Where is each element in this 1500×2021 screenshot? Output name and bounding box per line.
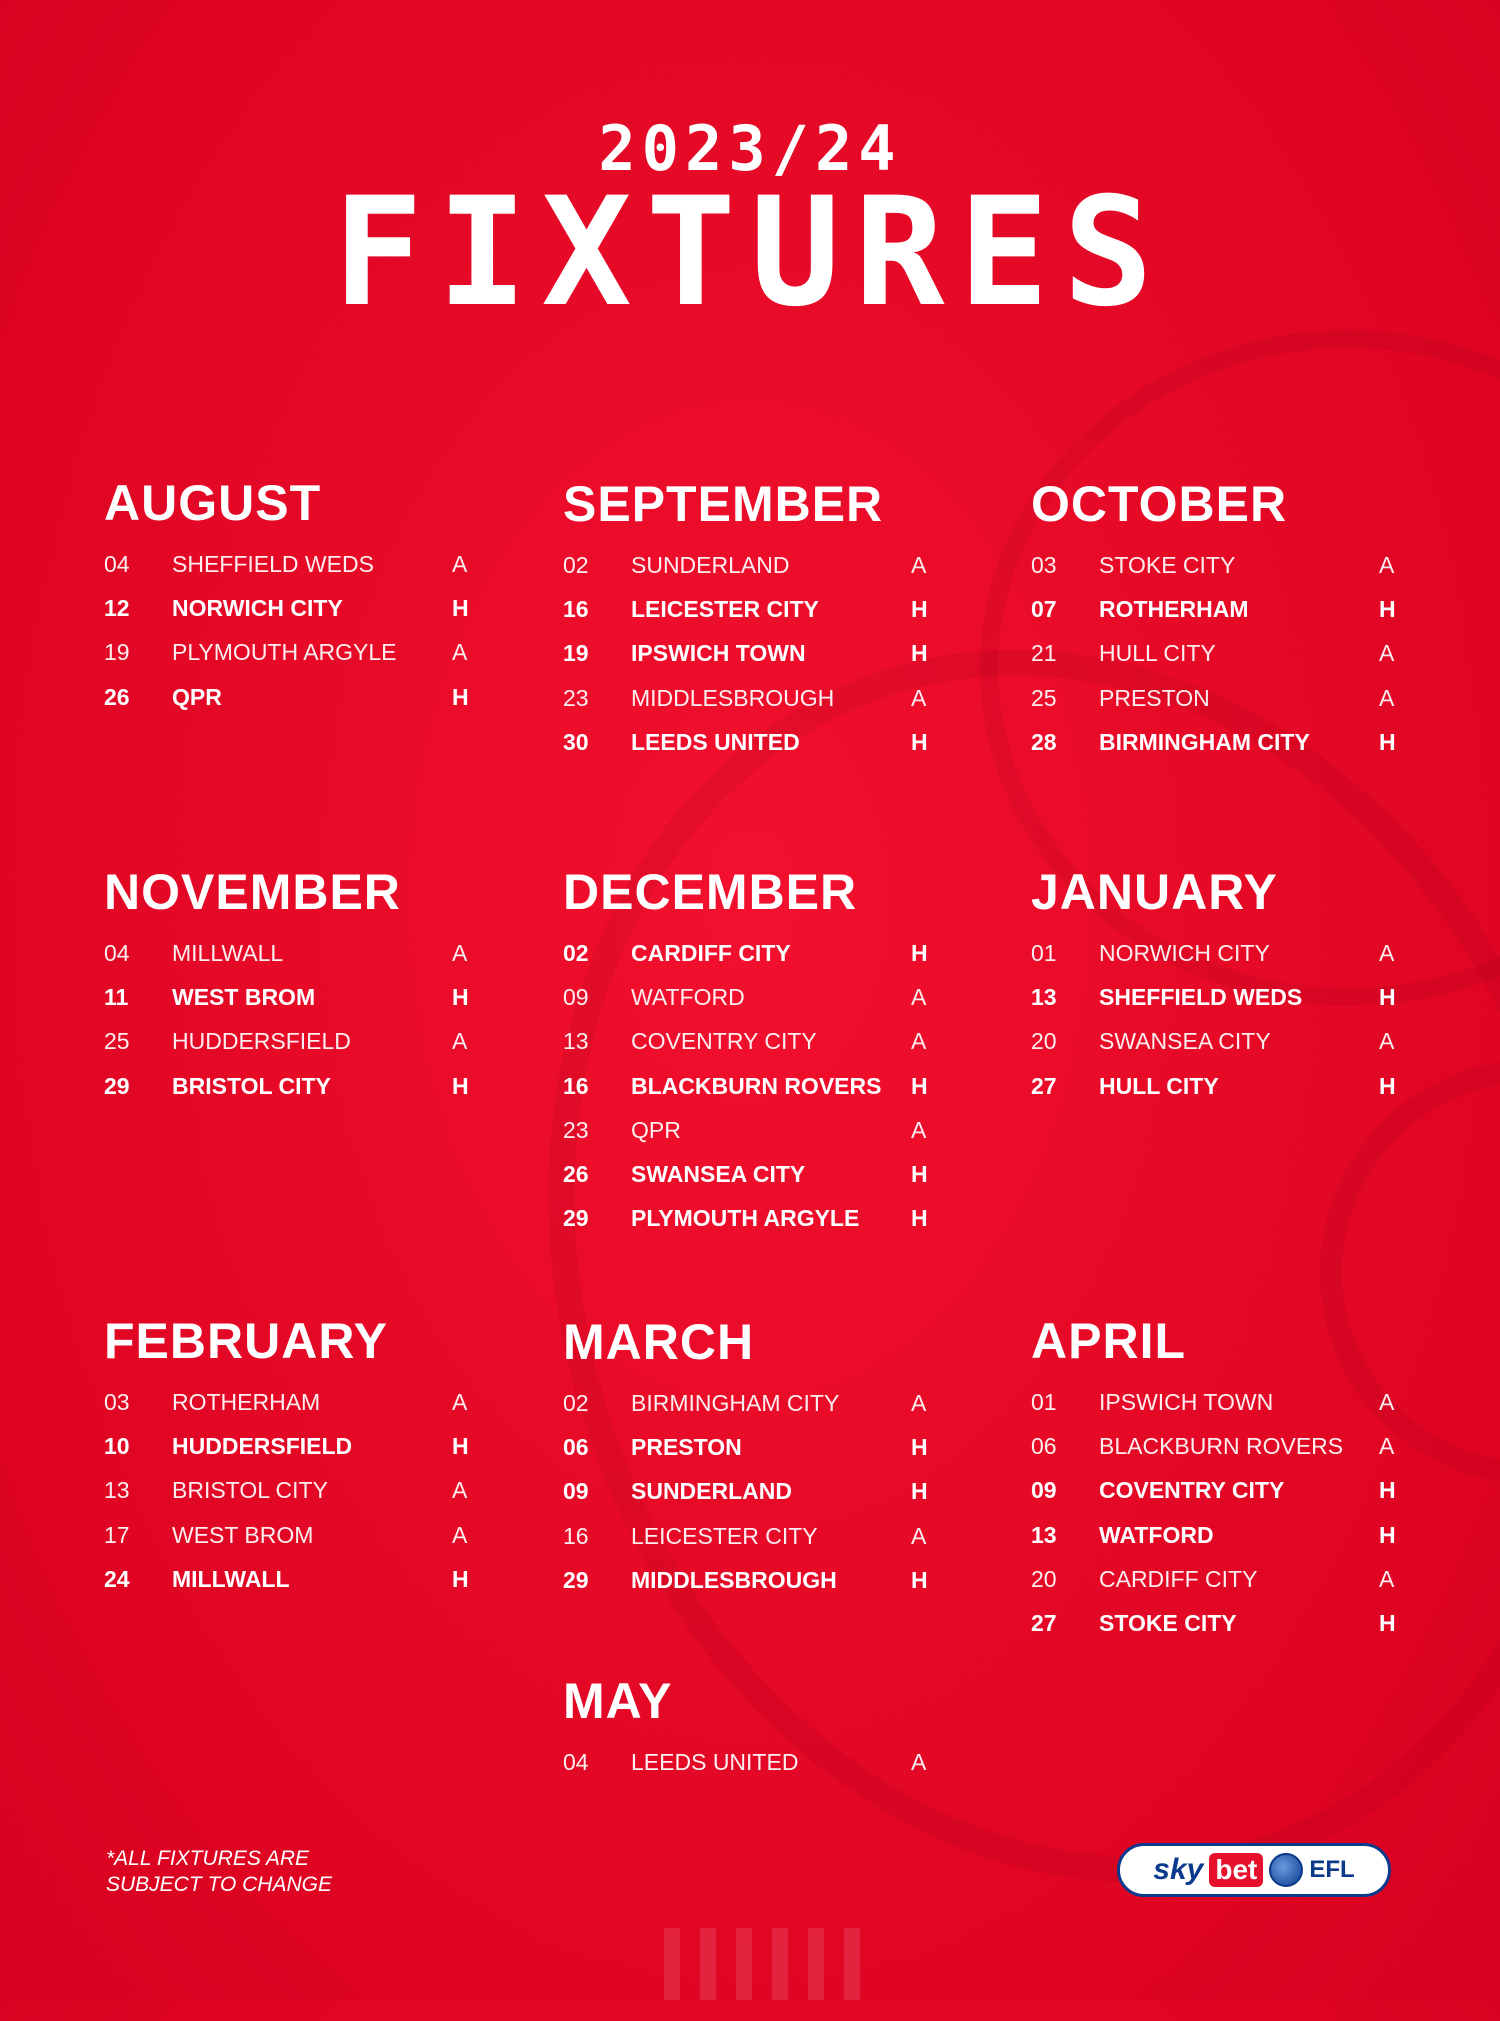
month-heading: OCTOBER bbox=[1031, 476, 1288, 532]
fixture-row bbox=[1031, 1424, 1431, 1468]
fixture-venue: A bbox=[452, 1388, 468, 1415]
sponsor-bet-text: bet bbox=[1209, 1853, 1263, 1887]
month-march bbox=[563, 1313, 963, 1602]
fixture-venue: A bbox=[1379, 939, 1395, 966]
fixture-date: 04 bbox=[104, 939, 130, 966]
fixture-list bbox=[104, 542, 504, 719]
fixture-row bbox=[104, 1513, 504, 1557]
fixture-date: 04 bbox=[563, 1748, 589, 1775]
fixture-opponent: STOKE CITY bbox=[1099, 551, 1236, 578]
month-february bbox=[104, 1312, 504, 1601]
fixture-opponent: CARDIFF CITY bbox=[631, 939, 791, 966]
fixture-date: 02 bbox=[563, 939, 589, 966]
fixture-opponent: BIRMINGHAM CITY bbox=[1099, 728, 1310, 755]
month-heading: SEPTEMBER bbox=[563, 476, 884, 532]
fixture-date: 23 bbox=[563, 684, 589, 711]
fixture-date: 13 bbox=[1031, 1521, 1057, 1548]
fixture-row bbox=[104, 586, 504, 630]
fixture-row bbox=[563, 1740, 963, 1784]
fixture-venue: A bbox=[452, 1028, 468, 1055]
fixture-venue: H bbox=[452, 983, 469, 1010]
fixture-opponent: PLYMOUTH ARGYLE bbox=[172, 639, 397, 666]
fixture-row bbox=[563, 1064, 963, 1108]
month-november bbox=[104, 863, 504, 1108]
fixture-date: 13 bbox=[1031, 983, 1057, 1010]
fixture-opponent: COVENTRY CITY bbox=[1099, 1477, 1285, 1504]
fixture-row bbox=[563, 587, 963, 631]
fixture-venue: A bbox=[911, 684, 927, 711]
fixture-venue: H bbox=[1379, 1072, 1396, 1099]
fixture-row bbox=[1031, 720, 1431, 764]
fixture-venue: A bbox=[911, 1748, 927, 1775]
fixture-row bbox=[563, 1152, 963, 1196]
fixture-date: 25 bbox=[104, 1028, 130, 1055]
fixture-opponent: MILLWALL bbox=[172, 1565, 290, 1592]
fixture-opponent: LEEDS UNITED bbox=[631, 1748, 799, 1775]
fixture-date: 19 bbox=[563, 640, 589, 667]
fixture-venue: A bbox=[1379, 684, 1395, 711]
month-heading: NOVEMBER bbox=[104, 864, 401, 920]
stripe bbox=[664, 1928, 680, 2000]
fixture-row bbox=[563, 1470, 963, 1514]
fixture-opponent: COVENTRY CITY bbox=[631, 1028, 817, 1055]
efl-ball-icon bbox=[1269, 1853, 1303, 1887]
fixture-row bbox=[1031, 1469, 1431, 1513]
fixture-date: 04 bbox=[104, 550, 130, 577]
fixture-row bbox=[104, 1064, 504, 1108]
fixture-opponent: QPR bbox=[631, 1116, 681, 1143]
fixture-row bbox=[563, 1558, 963, 1602]
fixture-opponent: NORWICH CITY bbox=[172, 594, 343, 621]
fixture-venue: H bbox=[911, 1072, 928, 1099]
season-label: 2023/24 bbox=[598, 112, 902, 185]
fixture-row bbox=[563, 1020, 963, 1064]
fixture-date: 27 bbox=[1031, 1072, 1057, 1099]
fixture-date: 16 bbox=[563, 1522, 589, 1549]
fixture-opponent: MILLWALL bbox=[172, 939, 284, 966]
fixture-venue: A bbox=[1379, 1388, 1395, 1415]
month-august bbox=[104, 474, 504, 719]
fixture-row bbox=[1031, 1020, 1431, 1064]
fixture-date: 09 bbox=[1031, 1477, 1057, 1504]
fixture-venue: H bbox=[911, 1566, 928, 1593]
fixture-row bbox=[104, 1557, 504, 1601]
fixture-row bbox=[1031, 1513, 1431, 1557]
fixture-venue: H bbox=[911, 1205, 928, 1232]
month-october bbox=[1031, 475, 1431, 764]
fixture-opponent: SUNDERLAND bbox=[631, 1478, 792, 1505]
month-april bbox=[1031, 1312, 1431, 1646]
month-heading: FEBRUARY bbox=[104, 1313, 388, 1369]
month-may bbox=[563, 1672, 963, 1784]
fixture-date: 11 bbox=[104, 983, 129, 1010]
fixture-row bbox=[1031, 676, 1431, 720]
month-heading: APRIL bbox=[1031, 1313, 1186, 1369]
fixture-opponent: LEICESTER CITY bbox=[631, 595, 819, 622]
fixture-opponent: BLACKBURN ROVERS bbox=[631, 1072, 882, 1099]
disclaimer-line: *ALL FIXTURES ARE bbox=[106, 1847, 310, 1870]
fixture-date: 23 bbox=[563, 1116, 589, 1143]
fixture-venue: H bbox=[911, 939, 928, 966]
fixture-venue: H bbox=[1379, 1521, 1396, 1548]
fixture-opponent: HUDDERSFIELD bbox=[172, 1028, 351, 1055]
fixture-row bbox=[563, 720, 963, 764]
fixture-date: 13 bbox=[104, 1477, 130, 1504]
fixture-venue: H bbox=[452, 1565, 469, 1592]
fixture-date: 16 bbox=[563, 595, 589, 622]
sponsor-efl-text: EFL bbox=[1309, 1856, 1355, 1883]
fixture-date: 06 bbox=[563, 1433, 589, 1460]
fixture-venue: H bbox=[452, 683, 469, 710]
fixture-list bbox=[1031, 931, 1431, 1108]
fixture-row bbox=[1031, 587, 1431, 631]
fixture-opponent: SHEFFIELD WEDS bbox=[172, 550, 374, 577]
fixture-row bbox=[104, 931, 504, 975]
fixture-venue: A bbox=[452, 550, 468, 577]
fixture-list bbox=[563, 931, 963, 1241]
fixture-date: 01 bbox=[1031, 1388, 1057, 1415]
stripe bbox=[772, 1928, 788, 2000]
fixture-row bbox=[1031, 931, 1431, 975]
fixture-venue: A bbox=[1379, 1432, 1395, 1459]
fixture-venue: A bbox=[1379, 1565, 1395, 1592]
fixture-opponent: MIDDLESBROUGH bbox=[631, 684, 835, 711]
fixture-opponent: HULL CITY bbox=[1099, 1072, 1219, 1099]
fixture-row bbox=[563, 1425, 963, 1469]
fixture-venue: A bbox=[911, 1522, 927, 1549]
fixture-date: 13 bbox=[563, 1028, 589, 1055]
fixture-date: 29 bbox=[563, 1205, 589, 1232]
month-december bbox=[563, 863, 963, 1241]
fixture-venue: H bbox=[911, 1433, 928, 1460]
fixture-venue: H bbox=[452, 594, 469, 621]
fixture-date: 02 bbox=[563, 1389, 589, 1416]
fixture-date: 29 bbox=[563, 1566, 589, 1593]
fixture-opponent: HUDDERSFIELD bbox=[172, 1432, 353, 1459]
fixture-opponent: BIRMINGHAM CITY bbox=[631, 1389, 840, 1416]
fixture-row bbox=[563, 1197, 963, 1241]
fixture-date: 24 bbox=[104, 1565, 130, 1592]
fixture-venue: H bbox=[1379, 1477, 1396, 1504]
fixture-opponent: BRISTOL CITY bbox=[172, 1477, 328, 1504]
fixture-venue: H bbox=[452, 1072, 469, 1099]
month-heading: AUGUST bbox=[104, 475, 322, 531]
fixture-opponent: IPSWICH TOWN bbox=[631, 640, 806, 667]
fixture-row bbox=[1031, 1557, 1431, 1601]
fixture-row bbox=[104, 1380, 504, 1424]
fixture-venue: H bbox=[911, 728, 928, 755]
fixture-date: 07 bbox=[1031, 595, 1057, 622]
disclaimer-line: SUBJECT TO CHANGE bbox=[106, 1873, 332, 1896]
sponsor-logo bbox=[1117, 1843, 1391, 1897]
fixture-venue: H bbox=[452, 1432, 469, 1459]
fixture-venue: A bbox=[911, 983, 927, 1010]
fixture-opponent: WEST BROM bbox=[172, 1521, 314, 1548]
month-january bbox=[1031, 863, 1431, 1108]
fixture-venue: A bbox=[452, 639, 468, 666]
fixture-opponent: QPR bbox=[172, 683, 222, 710]
fixture-venue: H bbox=[1379, 983, 1396, 1010]
fixture-row bbox=[563, 632, 963, 676]
fixture-opponent: CARDIFF CITY bbox=[1099, 1565, 1258, 1592]
fixture-venue: A bbox=[452, 939, 468, 966]
fixture-venue: H bbox=[911, 1478, 928, 1505]
fixture-opponent: BRISTOL CITY bbox=[172, 1072, 331, 1099]
fixture-opponent: PLYMOUTH ARGYLE bbox=[631, 1205, 860, 1232]
fixture-list bbox=[563, 543, 963, 764]
fixture-opponent: STOKE CITY bbox=[1099, 1610, 1237, 1637]
fixture-row bbox=[563, 676, 963, 720]
fixture-opponent: SHEFFIELD WEDS bbox=[1099, 983, 1303, 1010]
fixture-list bbox=[1031, 1380, 1431, 1646]
fixture-venue: H bbox=[1379, 1610, 1396, 1637]
fixture-row bbox=[563, 1381, 963, 1425]
fixture-date: 21 bbox=[1031, 640, 1057, 667]
fixture-opponent: IPSWICH TOWN bbox=[1099, 1388, 1274, 1415]
fixture-venue: H bbox=[1379, 595, 1396, 622]
fixture-opponent: LEEDS UNITED bbox=[631, 728, 800, 755]
fixture-date: 03 bbox=[104, 1388, 130, 1415]
fixture-date: 16 bbox=[563, 1072, 589, 1099]
fixture-row bbox=[1031, 1601, 1431, 1645]
fixture-list bbox=[563, 1381, 963, 1602]
fixture-date: 19 bbox=[104, 639, 130, 666]
fixture-row bbox=[104, 1020, 504, 1064]
fixture-date: 26 bbox=[563, 1161, 589, 1188]
fixture-row bbox=[1031, 543, 1431, 587]
fixture-opponent: SUNDERLAND bbox=[631, 551, 790, 578]
fixture-date: 06 bbox=[1031, 1432, 1057, 1459]
fixture-row bbox=[563, 543, 963, 587]
fixture-row bbox=[1031, 975, 1431, 1019]
fixture-venue: A bbox=[1379, 551, 1395, 578]
fixture-date: 28 bbox=[1031, 728, 1057, 755]
fixture-row bbox=[104, 1424, 504, 1468]
fixture-list bbox=[104, 931, 504, 1108]
fixture-date: 29 bbox=[104, 1072, 130, 1099]
fixture-list bbox=[104, 1380, 504, 1601]
fixture-opponent: ROTHERHAM bbox=[1099, 595, 1249, 622]
fixture-date: 12 bbox=[104, 594, 130, 621]
fixture-date: 17 bbox=[104, 1521, 130, 1548]
fixture-opponent: BLACKBURN ROVERS bbox=[1099, 1432, 1344, 1459]
fixture-opponent: WATFORD bbox=[631, 983, 745, 1010]
fixture-date: 10 bbox=[104, 1432, 130, 1459]
fixture-list bbox=[563, 1740, 963, 1784]
fixture-date: 30 bbox=[563, 728, 589, 755]
fixture-row bbox=[563, 931, 963, 975]
fixture-date: 27 bbox=[1031, 1610, 1057, 1637]
fixture-row bbox=[563, 1514, 963, 1558]
fixture-date: 03 bbox=[1031, 551, 1057, 578]
fixture-opponent: MIDDLESBROUGH bbox=[631, 1566, 837, 1593]
fixture-opponent: HULL CITY bbox=[1099, 640, 1216, 667]
month-heading: DECEMBER bbox=[563, 864, 858, 920]
fixture-opponent: NORWICH CITY bbox=[1099, 939, 1270, 966]
fixture-venue: A bbox=[911, 551, 927, 578]
fixture-venue: A bbox=[1379, 640, 1395, 667]
fixture-opponent: PRESTON bbox=[631, 1433, 742, 1460]
fixture-date: 25 bbox=[1031, 684, 1057, 711]
fixture-row bbox=[1031, 1380, 1431, 1424]
fixture-venue: A bbox=[911, 1028, 927, 1055]
sponsor-sky-text: sky bbox=[1153, 1853, 1204, 1886]
fixture-venue: H bbox=[1379, 728, 1396, 755]
fixture-date: 01 bbox=[1031, 939, 1057, 966]
fixture-row bbox=[104, 631, 504, 675]
stripe bbox=[736, 1928, 752, 2000]
fixture-date: 20 bbox=[1031, 1028, 1057, 1055]
fixture-venue: A bbox=[452, 1477, 468, 1504]
fixture-row bbox=[563, 1108, 963, 1152]
month-september bbox=[563, 475, 963, 764]
month-heading: MAY bbox=[563, 1673, 673, 1729]
fixture-date: 09 bbox=[563, 1478, 589, 1505]
fixture-venue: A bbox=[911, 1389, 927, 1416]
fixture-venue: H bbox=[911, 640, 928, 667]
decorative-stripes bbox=[664, 1928, 860, 2000]
fixture-opponent: SWANSEA CITY bbox=[631, 1161, 806, 1188]
fixture-venue: A bbox=[452, 1521, 468, 1548]
fixture-date: 09 bbox=[563, 983, 589, 1010]
month-heading: MARCH bbox=[563, 1314, 755, 1370]
fixture-date: 20 bbox=[1031, 1565, 1057, 1592]
disclaimer bbox=[106, 1846, 332, 1898]
stripe bbox=[700, 1928, 716, 2000]
fixture-opponent: ROTHERHAM bbox=[172, 1388, 321, 1415]
fixture-row bbox=[563, 975, 963, 1019]
fixture-opponent: WATFORD bbox=[1099, 1521, 1214, 1548]
fixture-opponent: LEICESTER CITY bbox=[631, 1522, 818, 1549]
fixture-opponent: PRESTON bbox=[1099, 684, 1210, 711]
page-title: FIXTURES bbox=[332, 166, 1168, 340]
fixture-date: 02 bbox=[563, 551, 589, 578]
stripe bbox=[808, 1928, 824, 2000]
stripe bbox=[844, 1928, 860, 2000]
fixture-row bbox=[1031, 1064, 1431, 1108]
fixture-row bbox=[104, 675, 504, 719]
fixture-row bbox=[1031, 632, 1431, 676]
fixture-opponent: SWANSEA CITY bbox=[1099, 1028, 1271, 1055]
fixture-opponent: WEST BROM bbox=[172, 983, 316, 1010]
month-heading: JANUARY bbox=[1031, 864, 1278, 920]
fixture-date: 26 bbox=[104, 683, 130, 710]
fixture-row bbox=[104, 1469, 504, 1513]
fixture-row bbox=[104, 975, 504, 1019]
fixture-list bbox=[1031, 543, 1431, 764]
fixture-venue: A bbox=[911, 1116, 927, 1143]
fixture-venue: H bbox=[911, 595, 928, 622]
fixture-venue: A bbox=[1379, 1028, 1395, 1055]
fixture-venue: H bbox=[911, 1161, 928, 1188]
fixture-row bbox=[104, 542, 504, 586]
